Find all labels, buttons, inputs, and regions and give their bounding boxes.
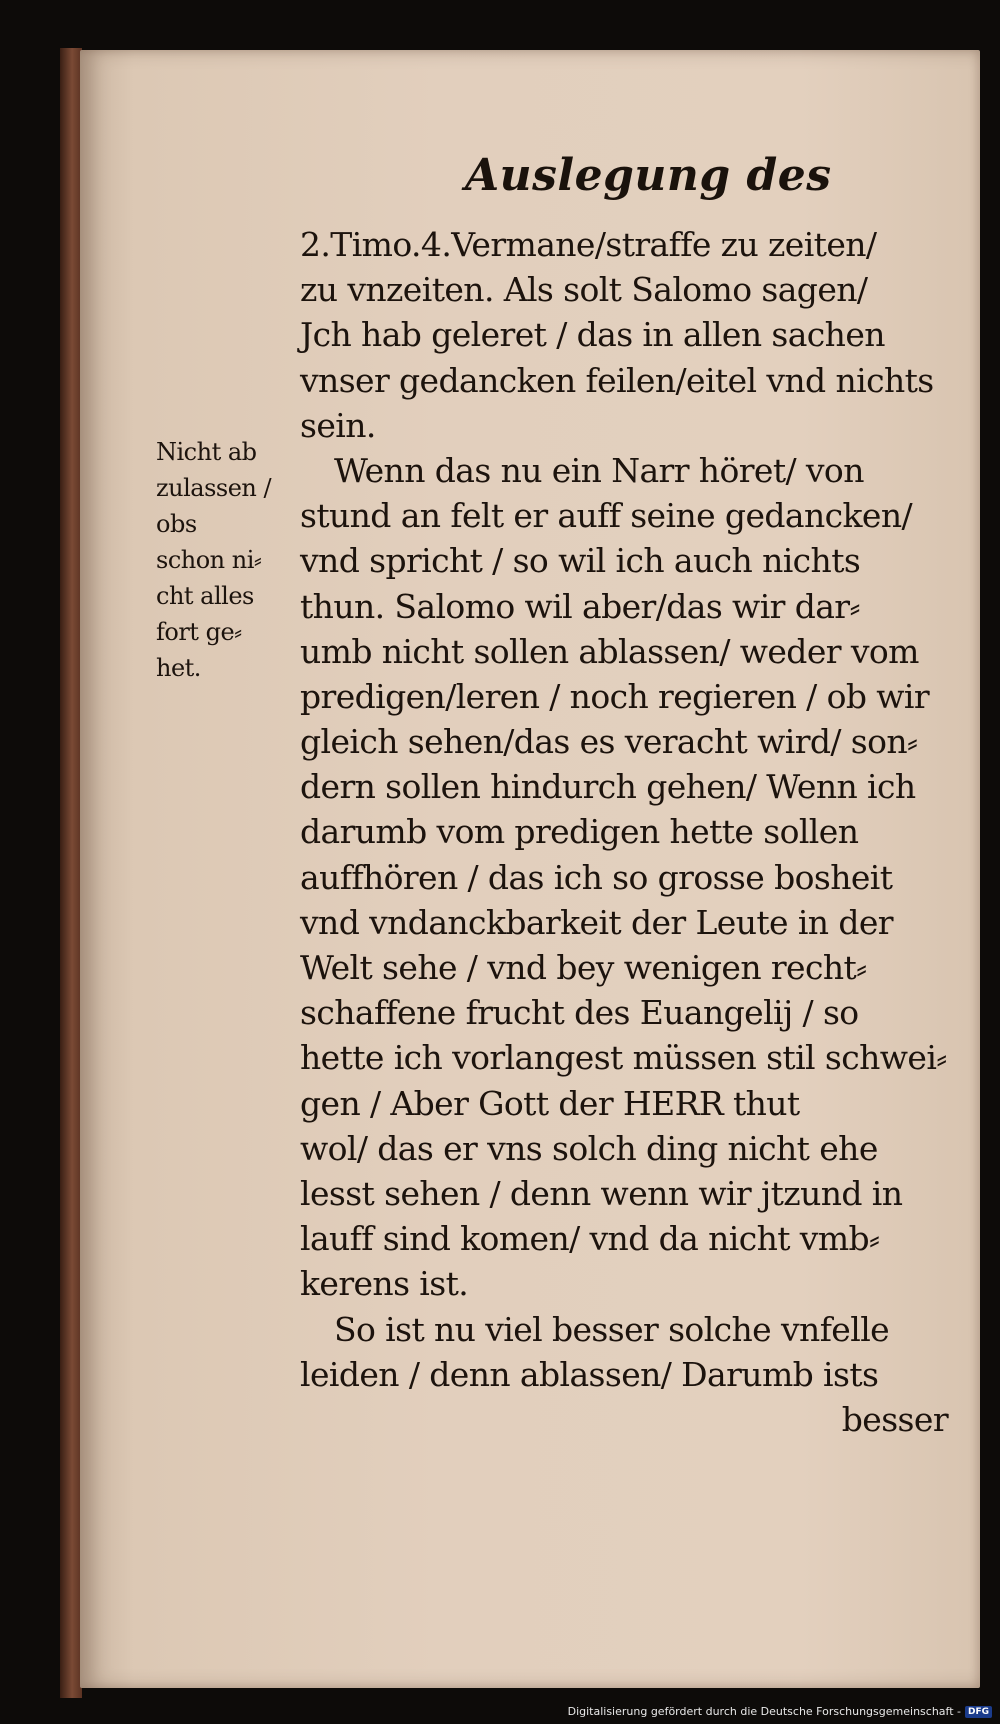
text-line: Wenn das nu ein Narr höret/ von [334, 450, 864, 490]
text-line: gleich sehen/das es veracht wird/ son⸗ [300, 722, 918, 762]
text-line: zu vnzeiten. Als solt Salomo sagen/ [300, 270, 868, 310]
text-line: schaffene frucht des Euangelij / so [300, 993, 859, 1033]
gloss-line: schon ni⸗ [156, 546, 262, 574]
catchword: besser [841, 1399, 948, 1439]
text-line: hette ich vorlangest müssen stil schwei⸗ [300, 1038, 947, 1078]
text-line: lesst sehen / denn wenn wir jtzund in [300, 1173, 903, 1213]
text-line: vnd vndanckbarkeit der Leute in der [300, 902, 893, 942]
gloss-line: het. [156, 654, 201, 682]
text-line: vnd spricht / so wil ich auch nichts [300, 541, 861, 581]
digitization-credit [568, 1705, 992, 1718]
text-line: gen / Aber Gott der HERR thut [300, 1083, 800, 1123]
running-head: Auslegung des [465, 150, 832, 201]
text-line: thun. Salomo wil aber/das wir dar⸗ [300, 586, 860, 626]
gloss-line: cht alles [156, 582, 254, 610]
text-line: stund an felt er auff seine gedancken/ [300, 496, 912, 536]
dfg-logo: DFG [965, 1706, 992, 1718]
text-line: umb nicht sollen ablassen/ weder vom [300, 631, 919, 671]
text-line: wol/ das er vns solch ding nicht ehe [300, 1128, 878, 1168]
gloss-line: zulassen / [156, 474, 272, 502]
body-text [300, 222, 960, 1442]
text-line: darumb vom predigen hette sollen [300, 812, 859, 852]
text-line: predigen/leren / noch regieren / ob wir [300, 676, 930, 716]
gloss-line: obs [156, 510, 197, 538]
book-spine-edge [60, 48, 82, 1698]
gloss-line: fort ge⸗ [156, 618, 242, 646]
text-line: 2.Timo.4.Vermane/straffe zu zeiten/ [300, 225, 877, 264]
text-line: Welt sehe / vnd bey wenigen recht⸗ [300, 948, 867, 987]
margin-gloss [156, 434, 286, 686]
credit-text: Digitalisierung gefördert durch die Deutsche Forschungsgemeinschaft - [567, 1705, 961, 1718]
text-line: vnser gedancken feilen/eitel vnd nichts [300, 360, 934, 400]
text-line: kerens ist. [300, 1264, 469, 1304]
text-line: auffhören / das ich so grosse bosheit [300, 857, 893, 897]
text-line: sein. [300, 405, 376, 445]
gloss-line: Nicht ab [156, 438, 257, 466]
text-line: Jch hab geleret / das in allen sachen [300, 315, 885, 355]
text-line: leiden / denn ablassen/ Darumb ists [300, 1354, 879, 1394]
text-line: dern sollen hindurch gehen/ Wenn ich [300, 767, 916, 807]
text-line: lauff sind komen/ vnd da nicht vmb⸗ [300, 1219, 880, 1259]
text-line: So ist nu viel besser solche vnfelle [334, 1309, 890, 1349]
